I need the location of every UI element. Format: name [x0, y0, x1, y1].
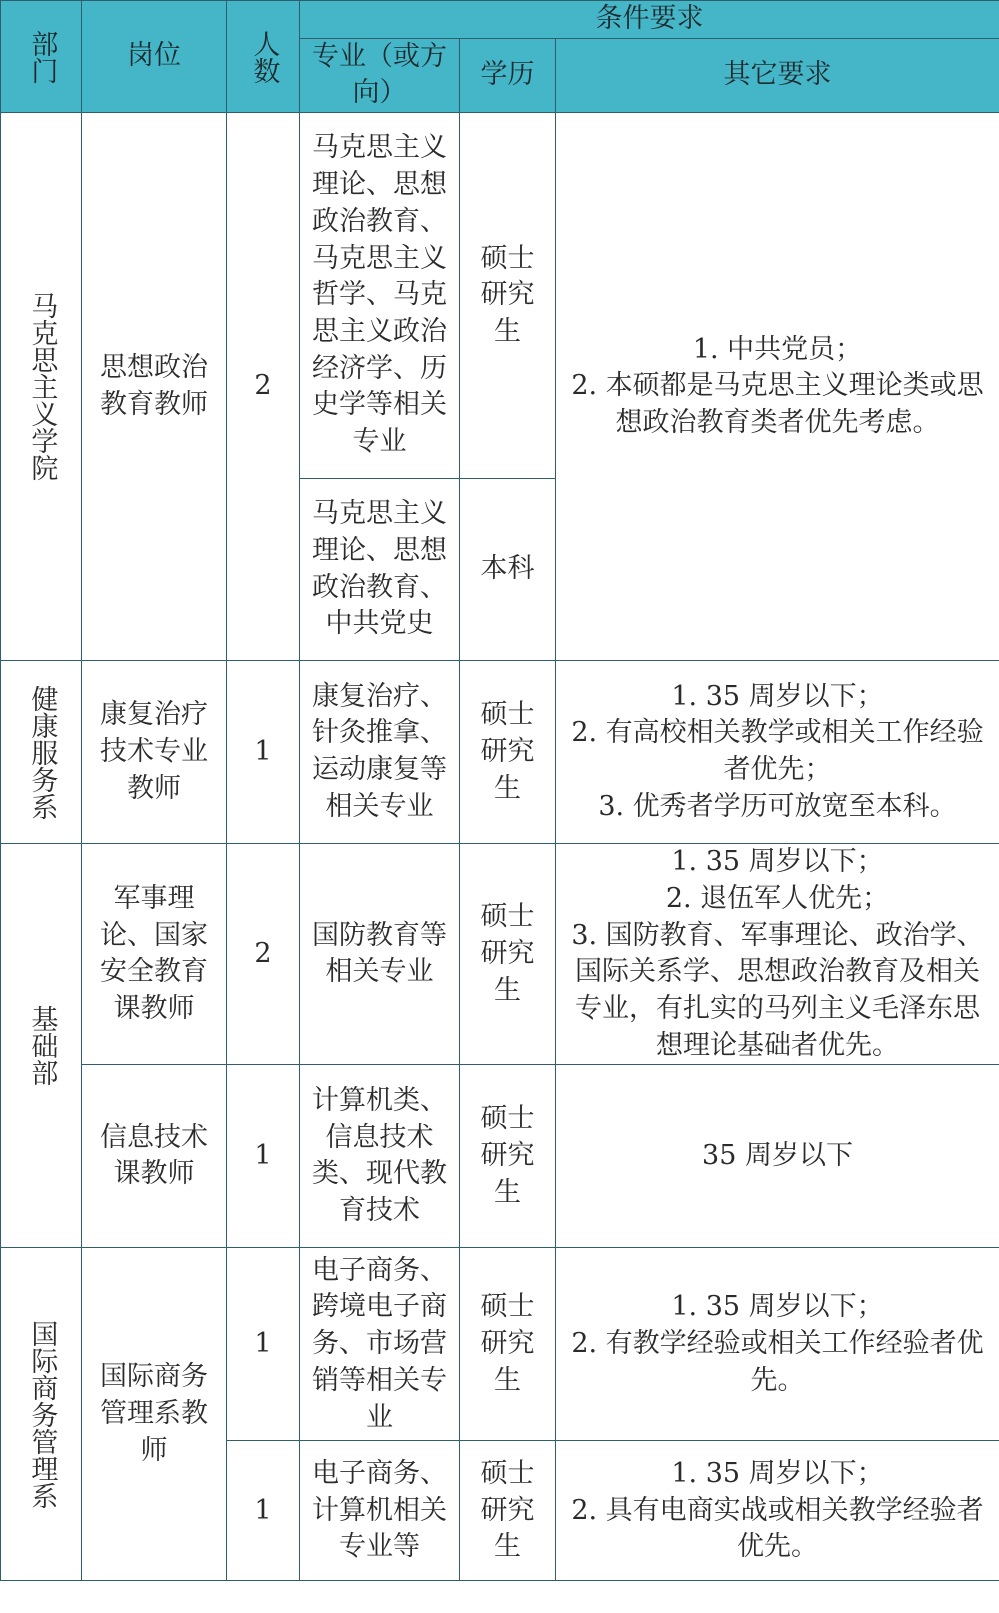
requirements-cell	[556, 844, 999, 1065]
requirement-line: 1. 35 周岁以下；	[671, 1291, 884, 1323]
requirement-line: 2. 本硕都是马克思主义理论类或思想政治教育类者优先考虑。	[571, 370, 984, 439]
post-cell: 信息技术课教师	[82, 1065, 227, 1248]
header-post: 岗位	[82, 1, 227, 113]
count-cell: 2	[227, 113, 300, 661]
degree-cell: 硕士研究生	[460, 1248, 556, 1441]
requirements-cell	[556, 1248, 999, 1441]
header-other: 其它要求	[556, 38, 999, 112]
degree-cell: 硕士研究生	[460, 113, 556, 479]
post-cell: 国际商务管理系教师	[82, 1248, 227, 1581]
count-cell: 1	[227, 661, 300, 844]
requirement-line: 2. 有教学经验或相关工作经验者优先。	[571, 1328, 984, 1396]
requirements-cell	[556, 661, 999, 844]
dept-cell: 健康服务系	[1, 661, 82, 844]
header-row-top	[1, 1, 999, 39]
dept-cell: 国际商务管理系	[1, 1248, 82, 1581]
requirement-line: 1. 35 周岁以下；	[671, 680, 884, 712]
requirement-line: 3. 国防教育、军事理论、政治学、国际关系学、思想政治教育及相关专业，有扎实的马列主义毛泽东思想理论基础者优先。	[571, 919, 984, 1061]
header-major: 专业（或方向）	[300, 38, 460, 112]
degree-cell: 硕士研究生	[460, 1441, 556, 1581]
requirements-cell	[556, 113, 999, 661]
requirement-line: 35 周岁以下	[702, 1140, 853, 1172]
post-cell: 军事理论、国家安全教育课教师	[82, 844, 227, 1065]
requirement-line: 1. 中共党员；	[692, 333, 863, 365]
table-row	[1, 1065, 999, 1248]
table-row	[1, 661, 999, 844]
requirement-line: 3. 优秀者学历可放宽至本科。	[598, 790, 957, 822]
table-row	[1, 113, 999, 479]
header-conditions: 条件要求	[300, 1, 999, 39]
table-row	[1, 1248, 999, 1441]
count-cell: 1	[227, 1065, 300, 1248]
requirement-line: 1. 35 周岁以下；	[671, 846, 884, 878]
major-cell: 康复治疗、针灸推拿、运动康复等相关专业	[300, 661, 460, 844]
post-cell: 康复治疗技术专业教师	[82, 661, 227, 844]
dept-cell: 马克思主义学院	[1, 113, 82, 661]
requirement-line: 1. 35 周岁以下；	[671, 1457, 884, 1489]
dept-cell: 基础部	[1, 844, 82, 1248]
major-cell: 计算机类、信息技术类、现代教育技术	[300, 1065, 460, 1248]
table-row	[1, 844, 999, 1065]
header-dept: 部门	[1, 1, 82, 113]
requirements-cell	[556, 1441, 999, 1581]
header-count: 人数	[227, 1, 300, 113]
count-cell: 1	[227, 1441, 300, 1581]
header-degree: 学历	[460, 38, 556, 112]
degree-cell: 硕士研究生	[460, 661, 556, 844]
major-cell: 电子商务、跨境电子商务、市场营销等相关专业	[300, 1248, 460, 1441]
count-cell: 1	[227, 1248, 300, 1441]
requirements-cell	[556, 1065, 999, 1248]
major-cell: 国防教育等相关专业	[300, 844, 460, 1065]
degree-cell: 本科	[460, 479, 556, 661]
major-cell: 电子商务、计算机相关专业等	[300, 1441, 460, 1581]
requirement-line: 2. 具有电商实战或相关教学经验者优先。	[571, 1494, 984, 1563]
requirement-line: 2. 有高校相关教学或相关工作经验者优先；	[571, 717, 984, 786]
requirement-line: 2. 退伍军人优先；	[665, 882, 890, 914]
degree-cell: 硕士研究生	[460, 1065, 556, 1248]
post-cell: 思想政治教育教师	[82, 113, 227, 661]
major-cell: 马克思主义理论、思想政治教育、马克思主义哲学、马克思主义政治经济学、历史学等相关专业	[300, 113, 460, 479]
count-cell: 2	[227, 844, 300, 1065]
degree-cell: 硕士研究生	[460, 844, 556, 1065]
major-cell: 马克思主义理论、思想政治教育、中共党史	[300, 479, 460, 661]
